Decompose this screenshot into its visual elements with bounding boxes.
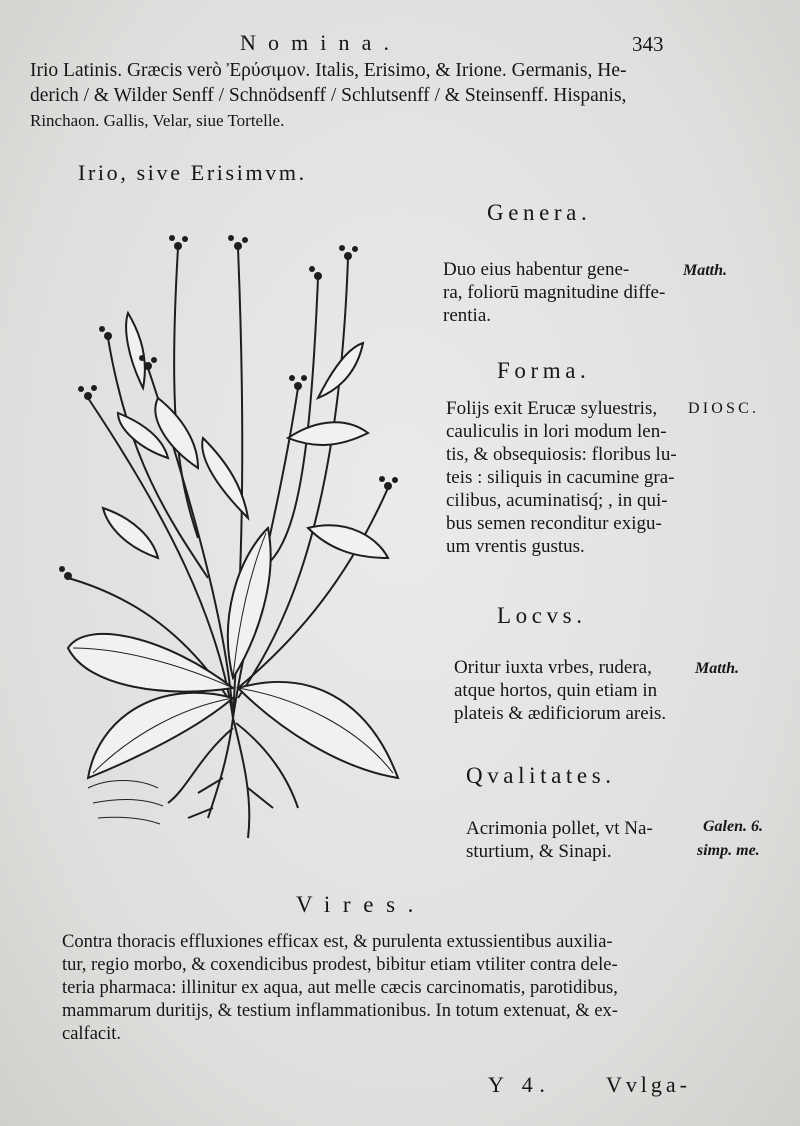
plant-title: Irio, sive Erisimvm. bbox=[78, 160, 307, 185]
qualitates-line: Acrimonia pollet, vt Na- bbox=[466, 818, 653, 839]
genera-heading: Genera. bbox=[487, 200, 592, 225]
nomina-line-2: derich / & Wilder Senff / Schnödsenff / Schlutsenff / & Steinsenff. Hispanis, bbox=[30, 85, 627, 106]
locus-margin-ref: Matth. bbox=[695, 660, 740, 677]
vires-text bbox=[62, 931, 710, 1046]
forma-heading: Forma. bbox=[497, 358, 591, 383]
qualitates-heading: Qvalitates. bbox=[466, 763, 616, 788]
forma-line: cilibus, acuminatisq́; , in qui- bbox=[446, 490, 668, 511]
vires-line: tur, regio morbo, & coxendicibus prodest, bibitur etiam vtiliter contra dele- bbox=[62, 955, 618, 975]
catchword: Vvlga- bbox=[606, 1072, 691, 1097]
qualitates-line: sturtium, & Sinapi. bbox=[466, 841, 612, 862]
genera-line: rentia. bbox=[443, 305, 492, 326]
locus-heading: Locvs. bbox=[497, 603, 587, 628]
locus-text bbox=[454, 656, 666, 725]
qualitates-text bbox=[466, 817, 653, 863]
forma-line: cauliculis in lori modum len- bbox=[446, 421, 667, 442]
woodcut-plant-icon bbox=[48, 218, 418, 858]
qualitates-margin-ref-2: simp. me. bbox=[697, 842, 760, 859]
forma-line: tis, & obsequiosis: floribus lu- bbox=[446, 444, 677, 465]
forma-line: bus semen reconditur exigu- bbox=[446, 513, 662, 534]
nomina-line-1: Irio Latinis. Græcis verò Ἐρύσιμον. Italis, Erisimo, & Irione. Germanis, He- bbox=[30, 60, 627, 81]
forma-margin-ref: DIOSC. bbox=[688, 400, 760, 417]
vires-line: mammarum duritijs, & testium inflammationibus. In totum extenuat, & ex- bbox=[62, 1001, 618, 1021]
vires-line: calfacit. bbox=[62, 1024, 122, 1044]
qualitates-margin-ref-1: Galen. 6. bbox=[703, 818, 763, 835]
locus-line: plateis & ædificiorum areis. bbox=[454, 703, 667, 724]
nomina-line-3: Rinchaon. Gallis, Velar, siue Tortelle. bbox=[30, 111, 285, 130]
locus-line: atque hortos, quin etiam in bbox=[454, 680, 658, 701]
signature-mark: Y 4. bbox=[488, 1072, 552, 1097]
vires-line: teria pharmaca: illinitur ex aqua, aut melle cæcis carcinomatis, parotidibus, bbox=[62, 978, 618, 998]
nomina-block bbox=[30, 58, 680, 133]
genera-line: Duo eius habentur gene- bbox=[443, 259, 630, 280]
forma-text bbox=[446, 397, 677, 558]
locus-line: Oritur iuxta vrbes, rudera, bbox=[454, 657, 652, 678]
genera-line: ra, foliorū magnitudine diffe- bbox=[443, 282, 666, 303]
forma-line: um vrentis gustus. bbox=[446, 536, 585, 557]
vires-line: Contra thoracis effluxiones efficax est, & purulenta extussientibus auxilia- bbox=[62, 932, 613, 952]
genera-text bbox=[443, 258, 665, 327]
running-head: Nomina. bbox=[240, 30, 402, 55]
vires-heading: Vires. bbox=[296, 892, 427, 917]
forma-line: teis : siliquis in cacumine gra- bbox=[446, 467, 675, 488]
page-number: 343 bbox=[632, 32, 664, 56]
forma-line: Folijs exit Erucæ syluestris, bbox=[446, 398, 658, 419]
genera-margin-ref: Matth. bbox=[683, 262, 728, 279]
